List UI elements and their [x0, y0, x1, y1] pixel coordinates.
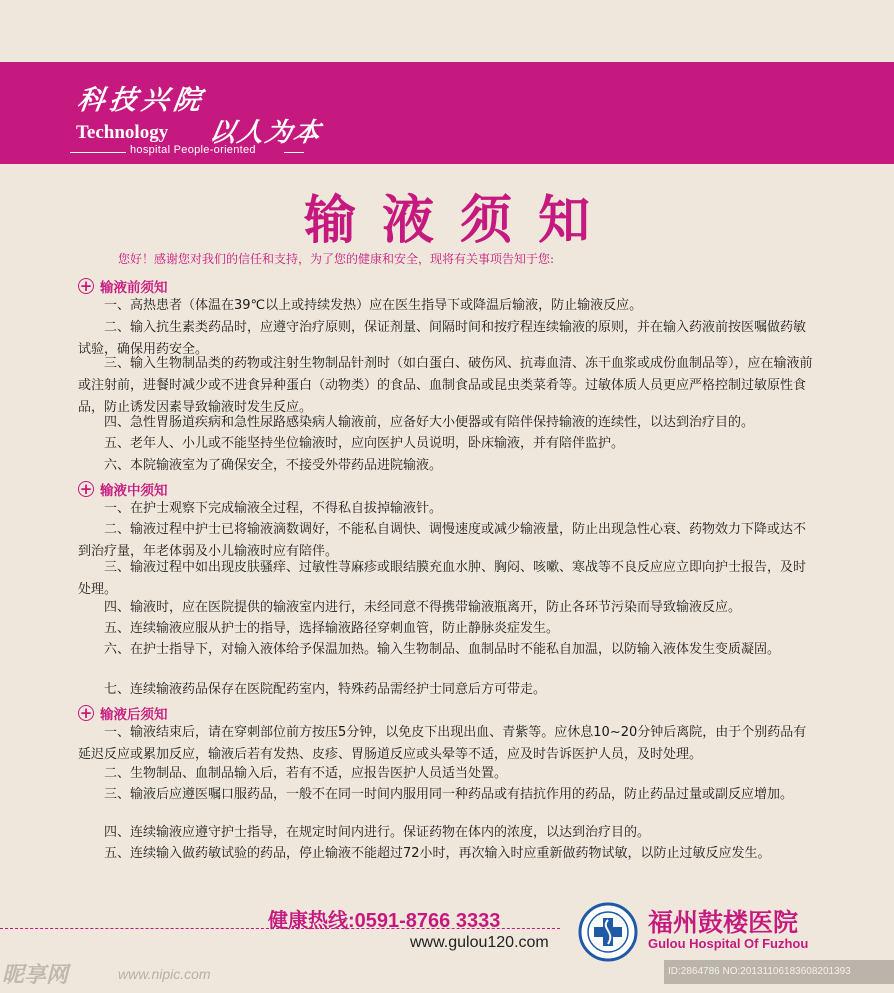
slogan-subtitle: hospital People-oriented	[130, 144, 256, 156]
list-item: 五、连续输入做药敏试验的药品，停止输液不能超过72小时，再次输入时应重新做药物试敏，以防止过敏反应发生。	[104, 846, 771, 861]
section-title: 输液后须知	[100, 707, 168, 723]
hospital-name-english: Gulou Hospital Of Fuzhou	[648, 936, 809, 951]
slogan-chinese-2: 以人为本	[206, 118, 325, 148]
hospital-emblem-icon	[578, 902, 638, 962]
list-item: 三、输液过程中如出现皮肤骚痒、过敏性荨麻疹或眼结膜充血水肿、胸闷、咳嗽、寒战等不良反应应立即向护士报告，及时处理。	[78, 560, 807, 598]
list-item: 三、输液后应遵医嘱口服药品，一般不在同一时间内服用同一种药品或有拮抗作用的药品，防止药品过量或副反应增加。	[104, 787, 794, 802]
list-item: 二、输入抗生素类药品时，应遵守治疗原则，保证剂量、间隔时间和按疗程连续输液的原则，并在输入药液前按医嘱做药敏试验，确保用药安全。	[78, 320, 807, 358]
hospital-name-chinese: 福州鼓楼医院	[648, 908, 799, 937]
list-item: 二、生物制品、血制品输入后，若有不适，应报告医护人员适当处置。	[104, 766, 508, 781]
list-item: 一、高热患者（体温在39℃以上或持续发热）应在医生指导下或降温后输液，防止输液反应。	[104, 298, 643, 313]
list-item: 四、输液时，应在医院提供的输液室内进行，未经同意不得携带输液瓶离开，防止各环节污染而导致输液反应。	[104, 600, 742, 615]
list-item: 七、连续输液药品保存在医院配药室内，特殊药品需经护士同意后方可带走。	[104, 682, 547, 697]
list-item: 一、输液结束后，请在穿刺部位前方按压5分钟，以免皮下出现出血、青紫等。应休息10~20分钟后离院，由于个别药品有延迟反应或累加反应，输液后若有发热、皮疹、胃肠道反应或头晕等不适，应及时告诉医护人员，及时处理。	[78, 725, 807, 763]
list-item: 三、输入生物制品类的药物或注射生物制品针剂时（如白蛋白、破伤风、抗毒血清、冻干血浆或成份血制品等），应在输液前或注射前，进餐时减少或不进食异种蛋白（动物类）的食品、血制食品或昆虫类菜肴等。过敏体质人员更应严格控制过敏原性食品，防止诱发因素导致输液时发生反应。	[78, 356, 813, 416]
hotline-text: 健康热线:0591-8766 3333	[268, 910, 501, 932]
list-item: 五、连续输液应服从护士的指导，选择输液路径穿刺血管，防止静脉炎症发生。	[104, 621, 560, 636]
watermark-url: www.nipic.com	[118, 966, 211, 982]
slogan-rule-right	[284, 152, 304, 153]
section-before-header	[78, 276, 168, 296]
header-banner	[0, 62, 894, 164]
image-id-text: ID:2864786 NO:20131106183608201393	[668, 966, 851, 977]
website-link[interactable]: www.gulou120.com	[410, 934, 549, 951]
section-title: 输液中须知	[100, 483, 168, 499]
slogan-english: Technology	[76, 122, 169, 143]
slogan-rule-left	[70, 152, 126, 153]
list-item: 四、连续输液应遵守护士指导，在规定时间内进行。保证药物在体内的浓度，以达到治疗目的。	[104, 825, 651, 840]
watermark-brand: 昵享网	[2, 963, 69, 988]
list-item: 五、老年人、小儿或不能坚持坐位输液时，应向医护人员说明，卧床输液，并有陪伴监护。	[104, 436, 625, 451]
page-title: 输液须知	[303, 190, 616, 251]
section-title: 输液前须知	[100, 280, 168, 296]
plus-circle-icon: +	[79, 704, 93, 722]
plus-circle-icon: +	[79, 277, 93, 295]
section-after-header	[78, 703, 168, 723]
intro-text: 您好！感谢您对我们的信任和支持，为了您的健康和安全，现将有关事项告知于您:	[118, 252, 555, 266]
list-item: 四、急性胃肠道疾病和急性尿路感染病人输液前，应备好大小便器或有陪伴保持输液的连续性，以达到治疗目的。	[104, 415, 755, 430]
slogan-chinese: 科技兴院	[75, 85, 208, 116]
list-item: 一、在护士观察下完成输液全过程，不得私自拔掉输液针。	[104, 501, 443, 516]
section-during-header	[78, 479, 168, 499]
list-item: 二、输液过程中护士已将输液滴数调好，不能私自调快、调慢速度或减少输液量，防止出现急性心衰、药物效力下降或达不到治疗量，年老体弱及小儿输液时应有陪伴。	[78, 522, 807, 560]
list-item: 六、本院输液室为了确保安全，不接受外带药品进院输液。	[104, 458, 443, 473]
plus-circle-icon: +	[79, 480, 93, 498]
list-item: 六、在护士指导下，对输入液体给予保温加热。输入生物制品、血制品时不能私自加温，以防输入液体发生变质凝固。	[104, 642, 781, 657]
